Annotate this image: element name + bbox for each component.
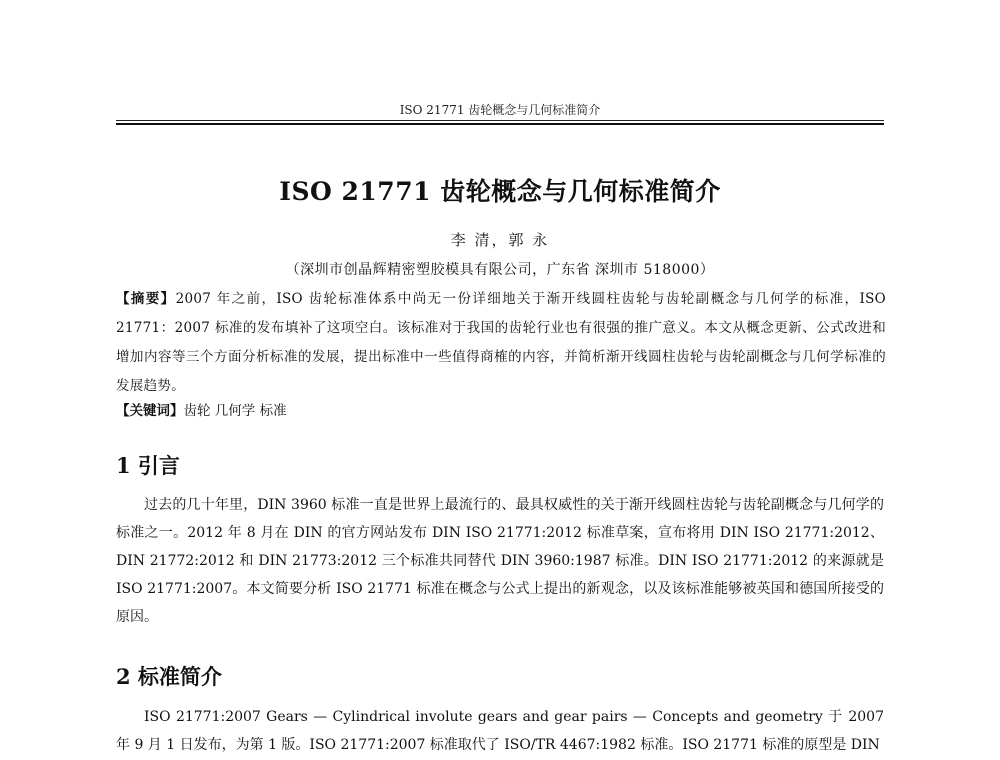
section-1-paragraph: 过去的几十年里，DIN 3960 标准一直是世界上最流行的、最具权威性的关于渐开线圆柱齿轮与齿轮副概念与几何学的标准之一。2012 年 8 月在 DIN 的官方网站发布 DIN ISO 21771:2012 标准草案，宣布将用 DIN ISO 21771:2012、DIN 21772:2012 和 DIN 21773:2012 三个标准共同替代 DIN 3960:1987 标准。DIN ISO 21771:2012 的来源就是 ISO 21771:2007。本文简要分析 ISO 21771 标准在概念与公式上提出的新观念，以及该标准能够被英国和德国所接受的原因。 [116, 497, 884, 625]
keywords-text: 齿轮 几何学 标准 [183, 403, 287, 419]
running-head: ISO 21771 齿轮概念与几何标准简介 [399, 103, 601, 117]
header-rule-thin [116, 120, 884, 121]
paper-title: ISO 21771 齿轮概念与几何标准简介 [279, 177, 721, 206]
authors: 李 清，郭 永 [450, 231, 550, 249]
affiliation: （深圳市创晶辉精密塑胶模具有限公司，广东省 深圳市 518000） [285, 262, 715, 278]
section-2-paragraph: ISO 21771:2007 Gears — Cylindrical involute gears and gear pairs — Concepts and geometry 于 2007 年 9 月 1 日发布，为第 1 版。ISO 21771:2007 标准取代了 ISO/TR 4467:1982 标准。ISO 21771 标准的原型是 DIN [116, 709, 884, 753]
abstract-text: 2007 年之前，ISO 齿轮标准体系中尚无一份详细地关于渐开线圆柱齿轮与齿轮副概念与几何学的标准，ISO 21771：2007 标准的发布填补了这项空白。该标准对于我国的齿轮行业也有很强的推广意义。本文从概念更新、公式改进和增加内容等三个方面分析标准的发展，提出标准中一些值得商榷的内容，并简析渐开线圆柱齿轮与齿轮副概念与几何学标准的发展趋势。 [116, 291, 886, 394]
abstract-label: 【摘要】 [116, 291, 176, 307]
section-2-heading: 2 标准简介 [116, 664, 222, 689]
abstract [116, 285, 886, 401]
header-rule-thick [116, 123, 884, 125]
keywords [116, 399, 886, 423]
section-1-heading: 1 引言 [116, 453, 180, 478]
keywords-label: 【关键词】 [116, 403, 184, 419]
